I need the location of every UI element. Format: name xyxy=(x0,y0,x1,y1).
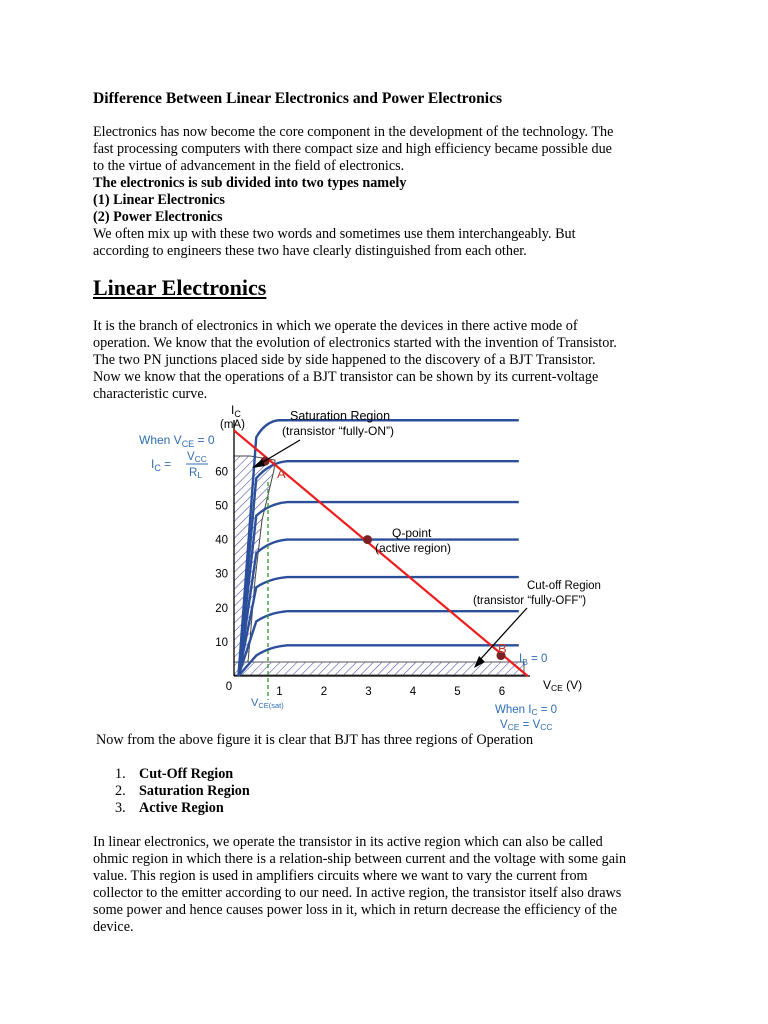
x-tick-label: 6 xyxy=(498,686,506,698)
qpoint-title: Q-point xyxy=(392,526,432,540)
curve-5 xyxy=(238,577,518,676)
intro-line-2: fast processing computers with there compact size and high efficiency became possible due xyxy=(93,141,612,157)
when-ic-zero: When IC = 0 xyxy=(495,704,558,717)
x-tick-label: 3 xyxy=(365,686,372,698)
y-tick-label: 40 xyxy=(215,534,228,547)
operating-points xyxy=(261,457,506,660)
x-tick-label: 2 xyxy=(320,686,328,698)
intro-line-3: to the virtue of advancement in the field of electronics. xyxy=(93,158,405,174)
region-3-label: Active Region xyxy=(139,800,224,816)
type-linear: (1) Linear Electronics xyxy=(93,192,225,208)
mix-line-1: We often mix up with these two words and sometimes use them interchangeably. But xyxy=(93,226,576,242)
region-3-num: 3. xyxy=(115,800,126,816)
intro-line-1: Electronics has now become the core component in the development of the technology. The xyxy=(93,124,614,140)
curve-4 xyxy=(238,540,518,676)
curve-2 xyxy=(238,461,518,676)
final-line-3: value. This region is used in amplifiers circuits where we want to vary the current from xyxy=(93,868,588,884)
x-tick-label: 5 xyxy=(454,686,461,698)
ic-unit-label: (mA) xyxy=(220,419,245,431)
ib-zero-label: $I_B = 0$ xyxy=(519,653,548,667)
ic-axis-label: $I_C$ xyxy=(231,403,241,419)
subdivided-line: The electronics is sub divided into two types namely xyxy=(93,175,407,191)
point-b-label: B xyxy=(498,641,507,656)
y-tick-label: 20 xyxy=(215,602,228,615)
saturation-title: Saturation Region xyxy=(290,409,391,423)
type-power: (2) Power Electronics xyxy=(93,209,223,225)
final-line-4: collector to the emitter according to our need. In active region, the transistor itself also draws xyxy=(93,885,622,901)
y-tick-label: 50 xyxy=(215,500,228,513)
y-tick-label: 60 xyxy=(215,466,228,479)
branch-line-1: It is the branch of electronics in which we operate the devices in there active mode of xyxy=(93,318,578,334)
y-tick-labels xyxy=(215,466,228,649)
x-tick-label: 0 xyxy=(225,681,233,693)
region-2-label: Saturation Region xyxy=(139,783,250,799)
branch-line-3: The two PN junctions placed side by side happened to the discovery of a BJT Transistor. xyxy=(93,352,596,368)
section-heading: Linear Electronics xyxy=(93,275,267,300)
final-line-2: ohmic region in which there is a relation-ship between current and the voltage with some gain xyxy=(93,851,627,867)
point-a-label: A xyxy=(277,466,286,481)
document-title: Difference Between Linear Electronics and Power Electronics xyxy=(93,90,503,107)
x-tick-label: 1 xyxy=(276,686,283,698)
ic-eq-numerator: VCC xyxy=(187,451,207,464)
y-tick-label: 30 xyxy=(215,568,228,581)
curve-3 xyxy=(238,502,518,676)
y-tick-label: 10 xyxy=(215,636,228,649)
ic-equation: $I_C$ = xyxy=(151,457,172,473)
region-2-num: 2. xyxy=(115,783,126,799)
cutoff-title: Cut-off Region xyxy=(527,580,601,592)
ic-eq-denominator: RL xyxy=(189,467,203,480)
final-line-6: device. xyxy=(93,919,134,935)
vce-equals-vcc: VCE = VCC xyxy=(500,719,553,732)
final-line-1: In linear electronics, we operate the transistor in its active region which can also be called xyxy=(93,834,603,850)
branch-line-5: characteristic curve. xyxy=(93,386,208,402)
cutoff-subtitle: (transistor “fully-OFF”) xyxy=(473,595,587,607)
after-figure-line: Now from the above figure it is clear that BJT has three regions of Operation xyxy=(96,732,534,748)
operating-point-q-point xyxy=(363,535,372,544)
when-vce-zero: When $V_{CE} = 0$ xyxy=(139,433,215,449)
qpoint-subtitle: (active region) xyxy=(375,541,452,555)
branch-line-4: Now we know that the operations of a BJT transistor can be shown by its current-voltage xyxy=(93,369,599,385)
x-tick-label: 4 xyxy=(409,686,417,698)
vce-axis-label: VCE (V) xyxy=(543,678,583,693)
region-1-num: 1. xyxy=(115,766,126,782)
vcesat-label: VCE(sat) xyxy=(251,697,284,710)
branch-line-2: operation. We know that the evolution of electronics started with the invention of Transistor. xyxy=(93,335,617,351)
mix-line-2: according to engineers these two have clearly distinguished from each other. xyxy=(93,243,527,259)
region-1-label: Cut-Off Region xyxy=(139,766,234,782)
saturation-subtitle: (transistor “fully-ON”) xyxy=(282,424,395,438)
final-line-5: some power and hence causes power loss in it, which in return decrease the efficiency of the xyxy=(93,902,618,918)
